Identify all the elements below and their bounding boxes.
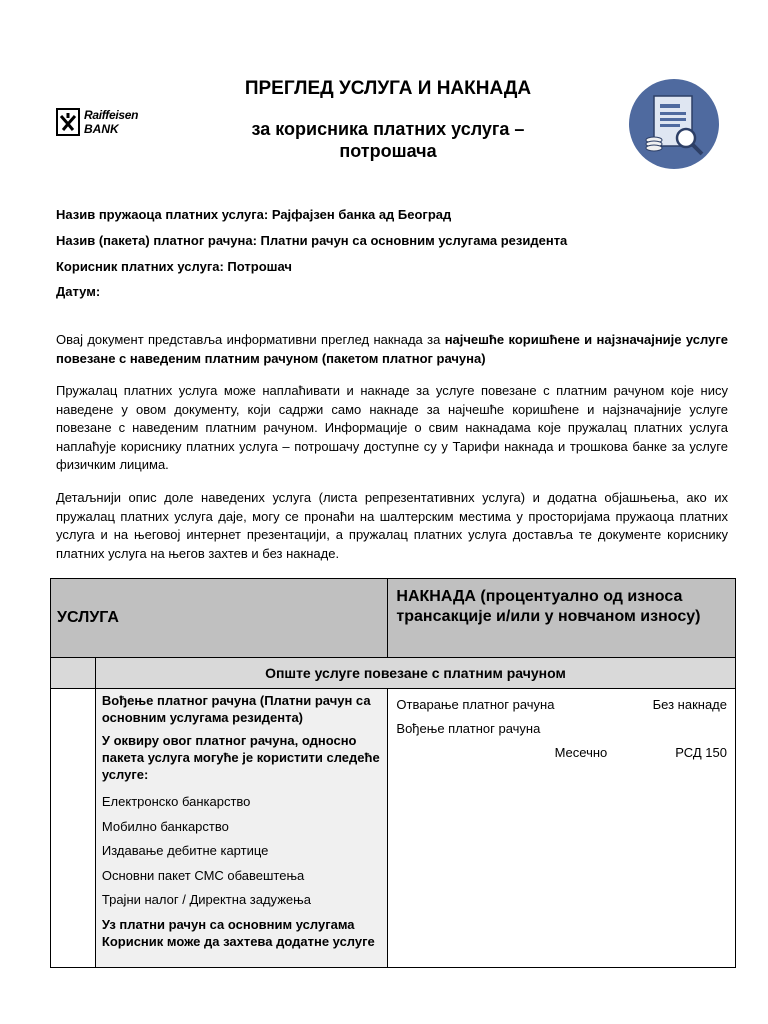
header-fee-bold: НАКНАДА: [396, 588, 476, 605]
service-cell: [95, 689, 388, 968]
section-empty-cell: [51, 658, 96, 689]
fee-cell: [388, 689, 736, 968]
list-item: Мобилно банкарство: [101, 818, 229, 834]
info-paragraph: Пружалац платних услуга може наплаћивати и накнаде за услуге повезане с платним рачуном које нису наведене у овом документу, који садржи само накнаде за најчешће коришћене и најзначајније услуге повезане с наведеним платним рачуном. Информације о свим накнадама које пружалац платних услуга наплаћује кориснику платних услуга – потрошачу доступне су у Тарифи накнада и трошкова банке за услуге физичким лицима.: [56, 383, 728, 472]
fee-row-maintain: [388, 717, 735, 741]
intro-text: Овај документ представља информативни преглед накнада за: [56, 332, 445, 347]
page-title: ПРЕГЛЕД УСЛУГА И НАКНАДА: [244, 78, 532, 99]
fee-monthly-label: Месечно: [554, 745, 608, 760]
section-title: Опште услуге повезане с платним рачуном: [95, 658, 735, 689]
fees-table: [50, 578, 736, 968]
fee-maintain-label: Вођење платног рачуна: [396, 721, 541, 736]
service-list: [96, 790, 388, 913]
logo-text-bank: BANK: [84, 122, 119, 136]
fee-row-monthly: [388, 741, 735, 765]
intro-bold-text: најчешће коришћене и најзначајније услуге повезане с наведеним платним рачуном (пакетом платног рачуна): [56, 332, 728, 366]
meta-user: Корисник платних услуга: Потрошач: [56, 259, 292, 274]
fee-open-label: Отварање платног рачуна: [396, 697, 555, 712]
header-service: УСЛУГА: [51, 579, 388, 658]
list-item: Електронско банкарство: [101, 794, 251, 809]
logo-mark-icon: [56, 108, 80, 136]
row-empty-cell: [51, 689, 96, 968]
fee-row-open: [388, 693, 735, 717]
list-item: Издавање дебитне картице: [101, 843, 269, 858]
meta-provider: Назив пружаоца платних услуга: Рајфајзен банка ад Београд: [56, 207, 452, 222]
header-fee-rest: (процентуално од износа трансакције и/или у новчаном износу): [396, 588, 701, 625]
service-extra: Уз платни рачун са основним услугама Корисник може да захтева додатне услуге: [101, 916, 375, 949]
section-row: [51, 658, 736, 689]
bank-logo: [56, 108, 152, 140]
intro-paragraph: [56, 331, 728, 368]
subtitle-line1: за корисника платних услуга –: [251, 119, 525, 139]
document-search-icon: [628, 78, 720, 170]
meta-account: Назив (пакета) платног рачуна: Платни рачун са основним услугама резидента: [56, 233, 568, 248]
list-item: Трајни налог / Директна задужења: [101, 892, 311, 907]
service-intro: У оквиру овог платног рачуна, односно пакета услуга могуће је користити следеће услуге:: [101, 733, 380, 782]
logo-text-raiffeisen: Raiffeisen: [84, 108, 139, 122]
fee-monthly-value: РСД 150: [675, 745, 727, 760]
table-row: [51, 689, 736, 968]
details-paragraph: Детаљнији опис доле наведених услуга (листа репрезентативних услуга) и додатна објашњења, ако их пружалац платних услуга даје, могу се пронаћи на шалтерским местима у просторијама пружаоца платних услуга и на његовој интернет презентацији, а пружалац платних услуга доставља те документе кориснику платних услуга на његов захтев и без накнаде.: [56, 490, 728, 561]
table-header-row: [51, 579, 736, 658]
subtitle-line2: потрошача: [339, 141, 437, 161]
fee-open-value: Без накнаде: [652, 697, 727, 712]
list-item: Основни пакет СМС обавештења: [101, 867, 305, 883]
header-fee: [388, 579, 736, 658]
meta-date: Датум:: [56, 284, 101, 299]
service-title: Вођење платног рачуна (Платни рачун са основним услугама резидента): [101, 693, 371, 725]
page-subtitle: [200, 118, 576, 162]
